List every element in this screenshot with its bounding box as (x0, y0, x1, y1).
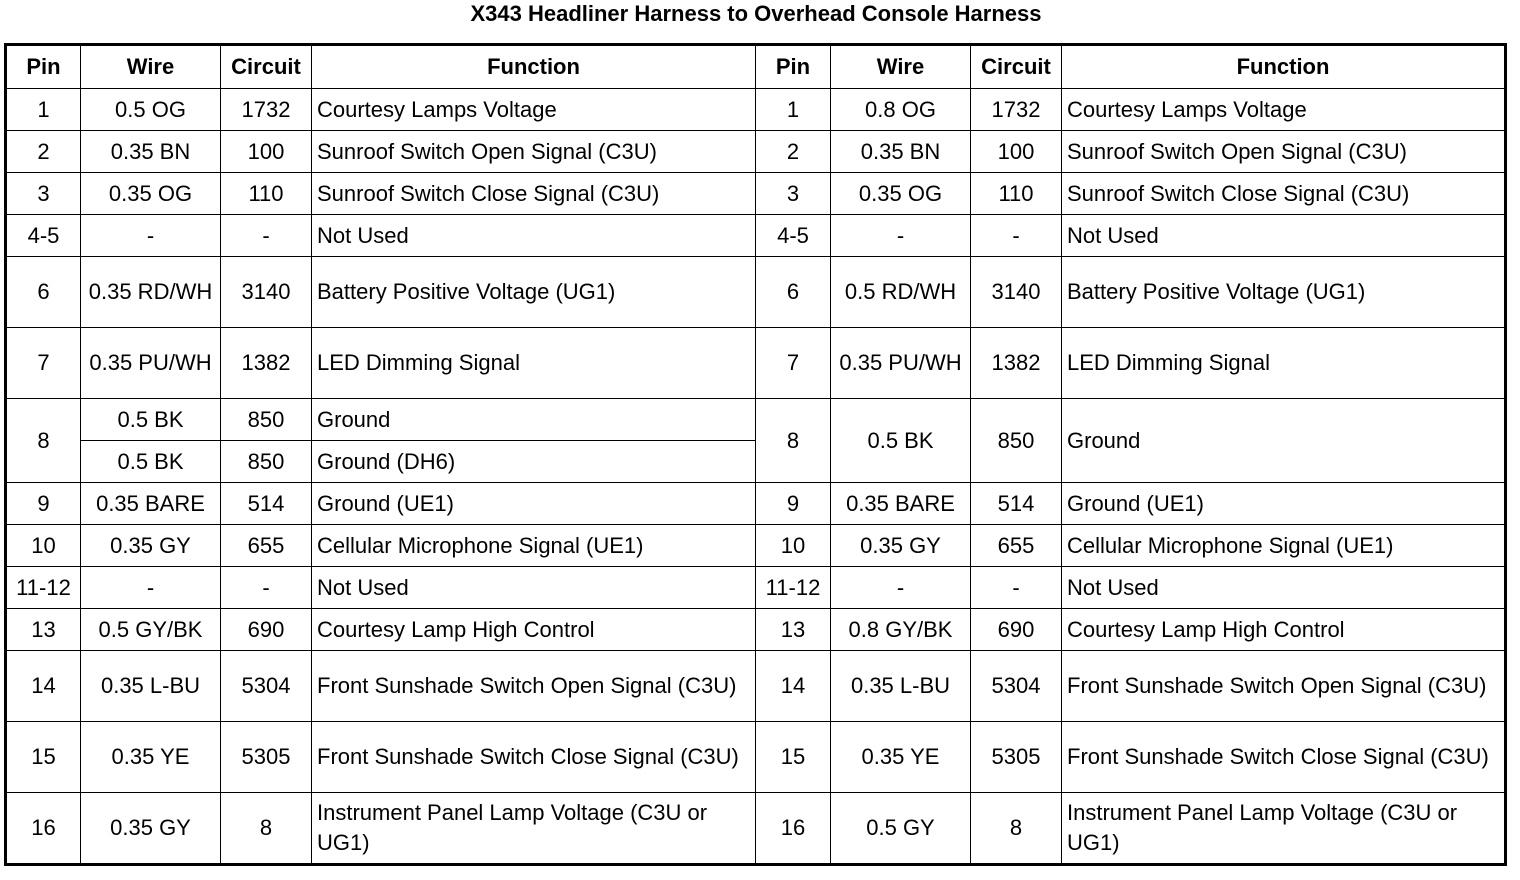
circuit-cell: 100 (971, 131, 1062, 173)
circuit-cell: 8 (221, 793, 312, 865)
function-cell: Sunroof Switch Open Signal (C3U) (1062, 131, 1506, 173)
wire-cell: 0.35 L-BU (831, 651, 971, 722)
header-circuit: Circuit (971, 45, 1062, 89)
header-wire: Wire (81, 45, 221, 89)
circuit-cell: 1732 (971, 89, 1062, 131)
function-cell: Ground (1062, 399, 1506, 483)
header-pin: Pin (756, 45, 831, 89)
pin-cell: 10 (6, 525, 81, 567)
circuit-cell: 5305 (971, 722, 1062, 793)
pin-cell: 2 (756, 131, 831, 173)
function-cell: Cellular Microphone Signal (UE1) (312, 525, 756, 567)
circuit-cell: - (971, 567, 1062, 609)
function-cell: Cellular Microphone Signal (UE1) (1062, 525, 1506, 567)
table-row (6, 525, 1506, 567)
function-cell: Front Sunshade Switch Close Signal (C3U) (1062, 722, 1506, 793)
wire-cell: 0.35 BN (831, 131, 971, 173)
circuit-cell: 3140 (971, 257, 1062, 328)
function-cell: Battery Positive Voltage (UG1) (312, 257, 756, 328)
circuit-cell: 850 (971, 399, 1062, 483)
table-row (6, 567, 1506, 609)
wire-cell: 0.35 GY (81, 793, 221, 865)
circuit-cell: 850 (221, 441, 312, 483)
circuit-cell: 1382 (221, 328, 312, 399)
header-function: Function (1062, 45, 1506, 89)
table-row (6, 722, 1506, 793)
circuit-cell: 100 (221, 131, 312, 173)
header-pin: Pin (6, 45, 81, 89)
function-cell: Not Used (1062, 567, 1506, 609)
wire-cell: 0.35 PU/WH (81, 328, 221, 399)
function-cell: Ground (312, 399, 756, 441)
circuit-cell: 8 (971, 793, 1062, 865)
pin-cell: 4-5 (6, 215, 81, 257)
pin-cell: 10 (756, 525, 831, 567)
circuit-cell: 514 (971, 483, 1062, 525)
wire-cell: 0.35 OG (831, 173, 971, 215)
pin-cell: 1 (756, 89, 831, 131)
wire-cell: 0.35 GY (831, 525, 971, 567)
table-row (6, 399, 1506, 441)
pin-cell: 9 (6, 483, 81, 525)
wire-cell: 0.35 OG (81, 173, 221, 215)
pin-cell: 2 (6, 131, 81, 173)
pin-cell: 16 (756, 793, 831, 865)
circuit-cell: 1732 (221, 89, 312, 131)
wire-cell: 0.35 BARE (831, 483, 971, 525)
function-cell: Courtesy Lamps Voltage (312, 89, 756, 131)
wire-cell: - (81, 567, 221, 609)
wire-cell: 0.5 OG (81, 89, 221, 131)
pin-cell: 7 (6, 328, 81, 399)
table-row (6, 483, 1506, 525)
pin-cell: 11-12 (6, 567, 81, 609)
function-cell: Sunroof Switch Open Signal (C3U) (312, 131, 756, 173)
wire-cell: 0.5 RD/WH (831, 257, 971, 328)
function-cell: Battery Positive Voltage (UG1) (1062, 257, 1506, 328)
function-cell: Sunroof Switch Close Signal (C3U) (312, 173, 756, 215)
function-cell: Not Used (312, 215, 756, 257)
circuit-cell: 1382 (971, 328, 1062, 399)
table-row (6, 651, 1506, 722)
circuit-cell: 110 (971, 173, 1062, 215)
pin-cell: 1 (6, 89, 81, 131)
header-function: Function (312, 45, 756, 89)
circuit-cell: - (221, 567, 312, 609)
wire-cell: 0.5 BK (81, 399, 221, 441)
wire-cell: 0.8 GY/BK (831, 609, 971, 651)
function-cell: Sunroof Switch Close Signal (C3U) (1062, 173, 1506, 215)
function-cell: Ground (UE1) (312, 483, 756, 525)
circuit-cell: 655 (221, 525, 312, 567)
pin-cell: 8 (6, 399, 81, 483)
wire-cell: - (831, 567, 971, 609)
wire-cell: 0.5 GY (831, 793, 971, 865)
circuit-cell: 690 (971, 609, 1062, 651)
header-row (6, 45, 1506, 89)
wire-cell: 0.35 GY (81, 525, 221, 567)
function-cell: Ground (UE1) (1062, 483, 1506, 525)
pin-cell: 13 (756, 609, 831, 651)
wire-cell: - (81, 215, 221, 257)
pin-cell: 13 (6, 609, 81, 651)
circuit-cell: 5304 (971, 651, 1062, 722)
wire-cell: 0.5 GY/BK (81, 609, 221, 651)
pin-cell: 3 (6, 173, 81, 215)
table-row (6, 257, 1506, 328)
circuit-cell: 850 (221, 399, 312, 441)
header-circuit: Circuit (221, 45, 312, 89)
table-row (6, 328, 1506, 399)
circuit-cell: 655 (971, 525, 1062, 567)
function-cell: Courtesy Lamp High Control (1062, 609, 1506, 651)
pin-cell: 9 (756, 483, 831, 525)
pin-cell: 16 (6, 793, 81, 865)
pin-cell: 15 (6, 722, 81, 793)
wire-cell: 0.35 BN (81, 131, 221, 173)
function-cell: Front Sunshade Switch Open Signal (C3U) (312, 651, 756, 722)
wire-cell: - (831, 215, 971, 257)
wire-cell: 0.35 BARE (81, 483, 221, 525)
function-cell: Courtesy Lamp High Control (312, 609, 756, 651)
wire-cell: 0.35 PU/WH (831, 328, 971, 399)
function-cell: Not Used (312, 567, 756, 609)
wire-cell: 0.8 OG (831, 89, 971, 131)
circuit-cell: - (221, 215, 312, 257)
table-row (6, 215, 1506, 257)
wire-cell: 0.35 L-BU (81, 651, 221, 722)
table-title: X343 Headliner Harness to Overhead Console Harness (470, 1, 1042, 26)
function-cell: Courtesy Lamps Voltage (1062, 89, 1506, 131)
wire-cell: 0.5 BK (81, 441, 221, 483)
table-row (6, 131, 1506, 173)
pin-cell: 6 (756, 257, 831, 328)
circuit-cell: 690 (221, 609, 312, 651)
pin-cell: 14 (6, 651, 81, 722)
function-cell: LED Dimming Signal (1062, 328, 1506, 399)
function-cell: Not Used (1062, 215, 1506, 257)
pinout-table (4, 43, 1507, 866)
pin-cell: 7 (756, 328, 831, 399)
pin-cell: 6 (6, 257, 81, 328)
table-row (6, 793, 1506, 865)
function-cell: Instrument Panel Lamp Voltage (C3U or UG1) (312, 793, 756, 865)
function-cell: LED Dimming Signal (312, 328, 756, 399)
function-cell: Ground (DH6) (312, 441, 756, 483)
pin-cell: 15 (756, 722, 831, 793)
pin-cell: 3 (756, 173, 831, 215)
pin-cell: 4-5 (756, 215, 831, 257)
table-row (6, 89, 1506, 131)
pin-cell: 8 (756, 399, 831, 483)
circuit-cell: 3140 (221, 257, 312, 328)
pin-cell: 11-12 (756, 567, 831, 609)
table-row (6, 609, 1506, 651)
function-cell: Instrument Panel Lamp Voltage (C3U or UG1) (1062, 793, 1506, 865)
circuit-cell: 5305 (221, 722, 312, 793)
circuit-cell: 514 (221, 483, 312, 525)
circuit-cell: 110 (221, 173, 312, 215)
circuit-cell: - (971, 215, 1062, 257)
wire-cell: 0.35 RD/WH (81, 257, 221, 328)
circuit-cell: 5304 (221, 651, 312, 722)
pin-cell: 14 (756, 651, 831, 722)
header-wire: Wire (831, 45, 971, 89)
wire-cell: 0.35 YE (81, 722, 221, 793)
function-cell: Front Sunshade Switch Open Signal (C3U) (1062, 651, 1506, 722)
wire-cell: 0.5 BK (831, 399, 971, 483)
wire-cell: 0.35 YE (831, 722, 971, 793)
table-row (6, 173, 1506, 215)
function-cell: Front Sunshade Switch Close Signal (C3U) (312, 722, 756, 793)
